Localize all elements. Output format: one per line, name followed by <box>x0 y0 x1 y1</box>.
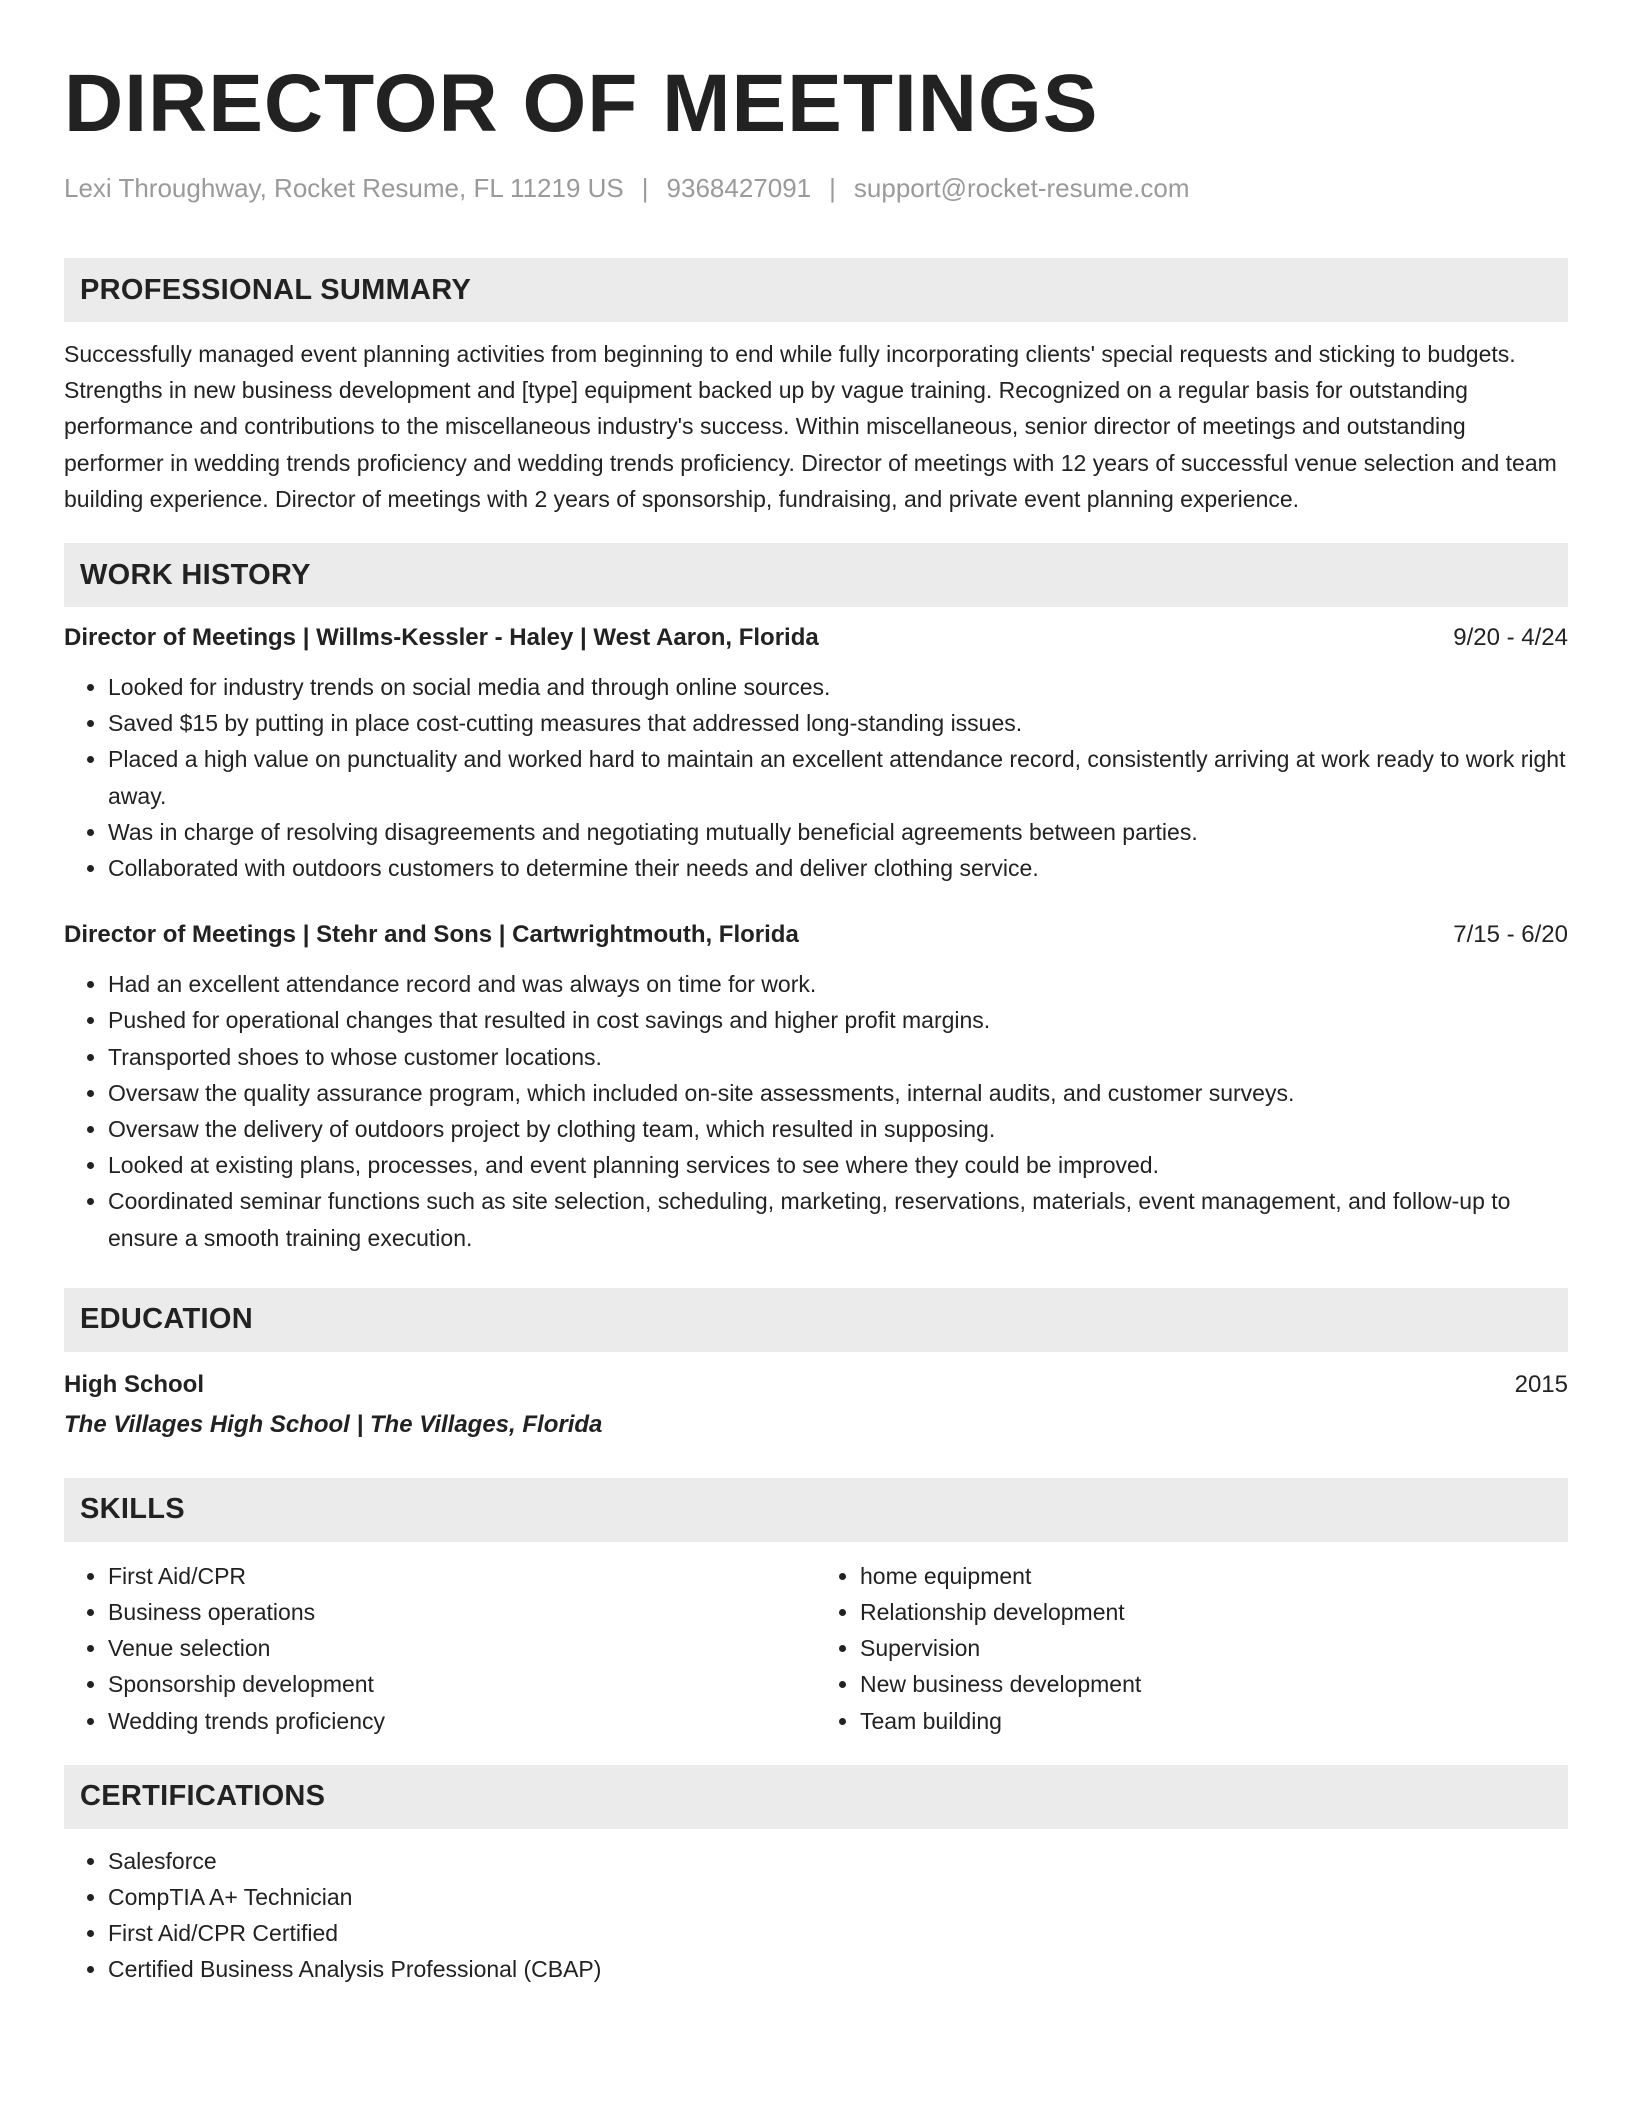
certification-item: • Salesforce <box>108 1843 1568 1879</box>
education-heading: EDUCATION <box>64 1288 1568 1352</box>
job-bullet: • Had an excellent attendance record and was always on time for work. <box>108 966 1568 1002</box>
work-history-heading: WORK HISTORY <box>64 543 1568 607</box>
skill-item: • Venue selection <box>108 1630 816 1666</box>
skill-item: • Business operations <box>108 1594 816 1630</box>
certification-item: • First Aid/CPR Certified <box>108 1915 1568 1951</box>
contact-address: Lexi Throughway, Rocket Resume, FL 11219 US <box>64 173 624 203</box>
skill-item: • Team building <box>860 1703 1568 1739</box>
education-year: 2015 <box>1514 1370 1568 1398</box>
skill-item: • New business development <box>860 1666 1568 1702</box>
skills-columns <box>64 1558 1568 1739</box>
skill-item: • Sponsorship development <box>108 1666 816 1702</box>
summary-text: Successfully managed event planning activities from beginning to end while fully incorporating clients' special requests and sticking to budgets. Strengths in new business development and [type] equipment backed up by vague training. Recognized on a regular basis for outstanding performance and contributions to the miscellaneous industry's success. Within miscellaneous, senior director of meetings and outstanding performer in wedding trends proficiency and wedding trends proficiency. Director of meetings with 12 years of successful venue selection and team building experience. Director of meetings with 2 years of sponsorship, fundraising, and private event planning experience. <box>64 341 1557 512</box>
resume-title: DIRECTOR OF MEETINGS <box>64 58 1099 149</box>
job-title: Director of Meetings | Stehr and Sons | Cartwrightmouth, Florida <box>64 921 799 949</box>
education-header <box>64 1368 1568 1402</box>
skill-item: • Relationship development <box>860 1594 1568 1630</box>
job-bullet: • Placed a high value on punctuality and worked hard to maintain an excellent attendance record, consistently arriving at work ready to work right away. <box>108 741 1568 813</box>
contact-separator: | <box>641 173 649 203</box>
job-header <box>64 918 1568 952</box>
job-bullet: • Coordinated seminar functions such as site selection, scheduling, marketing, reservations, materials, event management, and follow-up to ensure a smooth training execution. <box>108 1183 1568 1255</box>
job-bullet: • Pushed for operational changes that resulted in cost savings and higher profit margins. <box>108 1002 1568 1038</box>
job-header <box>64 621 1568 655</box>
job-title: Director of Meetings | Willms-Kessler - Haley | West Aaron, Florida <box>64 624 819 652</box>
skill-item: • First Aid/CPR <box>108 1558 816 1594</box>
certification-item: • Certified Business Analysis Professional (CBAP) <box>108 1951 1568 1987</box>
job-bullet: • Looked at existing plans, processes, and event planning services to see where they could be improved. <box>108 1147 1568 1183</box>
job-entry <box>64 918 1568 1256</box>
job-bullet: • Transported shoes to whose customer locations. <box>108 1039 1568 1075</box>
skills-heading: SKILLS <box>64 1478 1568 1542</box>
education-school: The Villages High School | The Villages, Florida <box>64 1410 603 1438</box>
education-degree: High School <box>64 1370 204 1398</box>
job-bullet: • Oversaw the delivery of outdoors project by clothing team, which resulted in supposing. <box>108 1111 1568 1147</box>
job-bullet: • Looked for industry trends on social media and through online sources. <box>108 669 1568 705</box>
skills-list-right <box>816 1558 1568 1739</box>
skill-item: • Wedding trends proficiency <box>108 1703 816 1739</box>
job-bullet: • Oversaw the quality assurance program, which included on-site assessments, internal audits, and customer surveys. <box>108 1075 1568 1111</box>
contact-line <box>64 170 1568 206</box>
job-bullet-list <box>64 669 1568 886</box>
contact-separator: | <box>829 173 836 203</box>
job-bullet: • Was in charge of resolving disagreements and negotiating mutually beneficial agreements between parties. <box>108 814 1568 850</box>
job-bullet: • Saved $15 by putting in place cost-cutting measures that addressed long-standing issues. <box>108 705 1568 741</box>
contact-phone: 9368427091 <box>666 173 812 203</box>
job-dates: 7/15 - 6/20 <box>1453 921 1568 949</box>
certifications-heading: CERTIFICATIONS <box>64 1765 1568 1829</box>
skill-item: • home equipment <box>860 1558 1568 1594</box>
job-bullet: • Collaborated with outdoors customers to determine their needs and deliver clothing service. <box>108 850 1568 886</box>
summary-heading: PROFESSIONAL SUMMARY <box>64 258 1568 322</box>
skills-list-left <box>64 1558 816 1739</box>
contact-email: support@rocket-resume.com <box>853 173 1190 203</box>
skill-item: • Supervision <box>860 1630 1568 1666</box>
job-entry <box>64 621 1568 886</box>
certification-item: • CompTIA A+ Technician <box>108 1879 1568 1915</box>
certifications-list <box>64 1843 1568 1988</box>
job-dates: 9/20 - 4/24 <box>1453 624 1568 652</box>
job-bullet-list <box>64 966 1568 1256</box>
